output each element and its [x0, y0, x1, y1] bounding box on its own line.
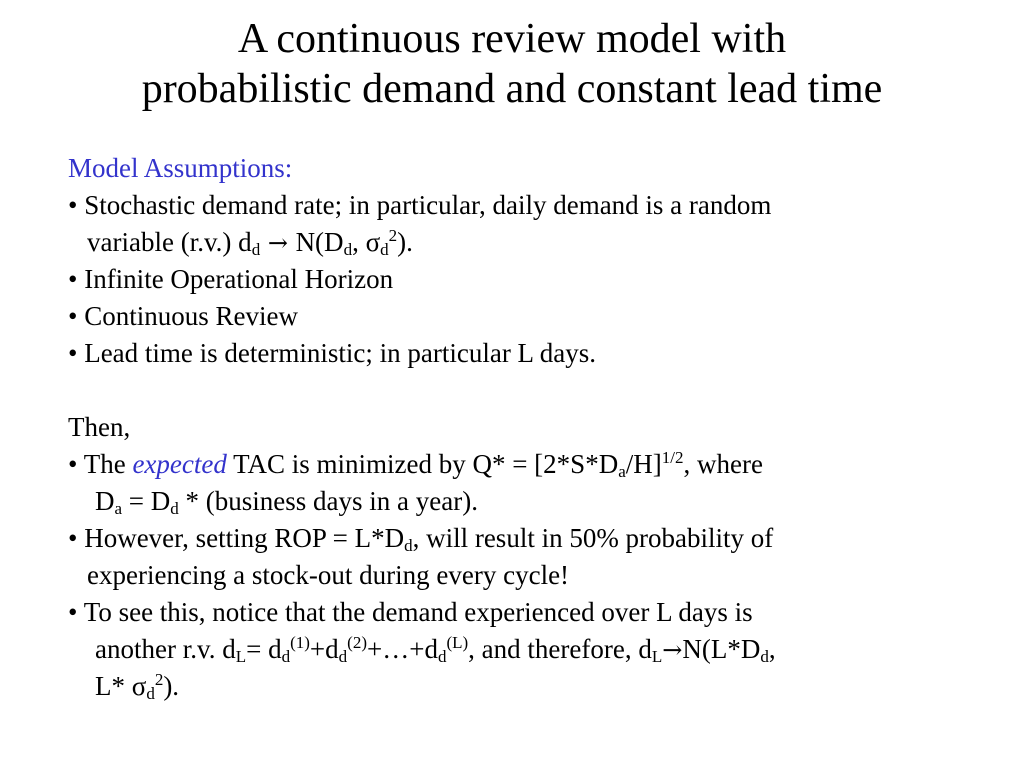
superscript: (1) — [290, 633, 310, 652]
text-fragment: +d — [309, 634, 339, 664]
text-fragment: , — [768, 634, 776, 664]
title-line-1: A continuous review model with — [237, 16, 787, 62]
rop-bullet-line2: experiencing a stock-out during every cycle! — [87, 560, 570, 590]
demand-bullet-line2 — [68, 631, 998, 668]
text-fragment: D — [95, 486, 115, 516]
subscript: d — [338, 647, 348, 666]
assumption-stochastic-demand-line2 — [68, 224, 998, 261]
assumption-lead-time: • Lead time is deterministic; in particular L days. — [68, 338, 597, 368]
subscript: d — [380, 240, 389, 259]
superscript: 2 — [388, 226, 398, 245]
subscript: d — [437, 647, 447, 666]
subscript: d — [170, 499, 179, 518]
assumptions-heading: Model Assumptions: — [68, 153, 293, 183]
superscript: (2) — [347, 633, 367, 652]
subscript: d — [281, 647, 291, 666]
text-fragment: /H] — [625, 449, 662, 479]
text-fragment: * (business days in a year). — [178, 486, 478, 516]
sigma-symbol: σ — [365, 227, 381, 257]
spacer — [68, 372, 998, 409]
subscript: a — [618, 462, 626, 481]
subscript: d — [404, 536, 413, 555]
text-fragment: , and therefore, d — [468, 634, 652, 664]
superscript: 1/2 — [661, 448, 684, 467]
assumption-infinite-horizon: • Infinite Operational Horizon — [68, 264, 394, 294]
text-fragment: +…+d — [366, 634, 438, 664]
superscript: (L) — [446, 633, 469, 652]
title-line-2: probabilistic demand and constant lead time — [141, 66, 883, 112]
assumption-stochastic-demand-line1: • Stochastic demand rate; in particular, daily demand is a random — [68, 190, 772, 220]
slide-title — [0, 14, 1024, 114]
text-fragment: L* — [95, 671, 132, 701]
text-fragment: , — [352, 227, 366, 257]
then-heading: Then, — [68, 412, 131, 442]
text-fragment: = D — [122, 486, 171, 516]
arrow-symbol: → — [662, 636, 683, 664]
superscript: 2 — [154, 670, 164, 689]
text-fragment: , where — [683, 449, 763, 479]
text-fragment: ). — [163, 671, 180, 701]
arrow-symbol: → — [260, 229, 296, 257]
text-fragment: • The — [68, 449, 133, 479]
rop-bullet-line1 — [68, 520, 998, 557]
subscript: L — [235, 647, 247, 666]
text-fragment: another r.v. d — [95, 634, 236, 664]
text-fragment: • However, setting ROP = L*D — [68, 523, 405, 553]
text-fragment: variable (r.v.) d — [87, 227, 252, 257]
slide-body — [68, 150, 998, 705]
text-fragment: = d — [246, 634, 282, 664]
subscript: d — [760, 647, 769, 666]
tac-bullet-line2 — [68, 483, 998, 520]
subscript: d — [343, 240, 353, 259]
assumption-continuous-review: • Continuous Review — [68, 301, 298, 331]
subscript: d — [146, 684, 155, 703]
expected-emphasis: expected — [132, 449, 227, 479]
text-fragment: N(L*D — [682, 634, 761, 664]
text-fragment: , will result in 50% probability of — [412, 523, 774, 553]
text-fragment: TAC is minimized by Q* = [2*S*D — [226, 449, 619, 479]
text-fragment: ). — [397, 227, 413, 257]
text-fragment: N(D — [295, 227, 344, 257]
sigma-symbol: σ — [131, 671, 147, 701]
demand-bullet-line3 — [68, 668, 998, 705]
subscript: L — [651, 647, 663, 666]
subscript: d — [251, 240, 261, 259]
demand-bullet-line1: • To see this, notice that the demand experienced over L days is — [68, 597, 753, 627]
subscript: a — [114, 499, 123, 518]
tac-bullet-line1 — [68, 446, 998, 483]
